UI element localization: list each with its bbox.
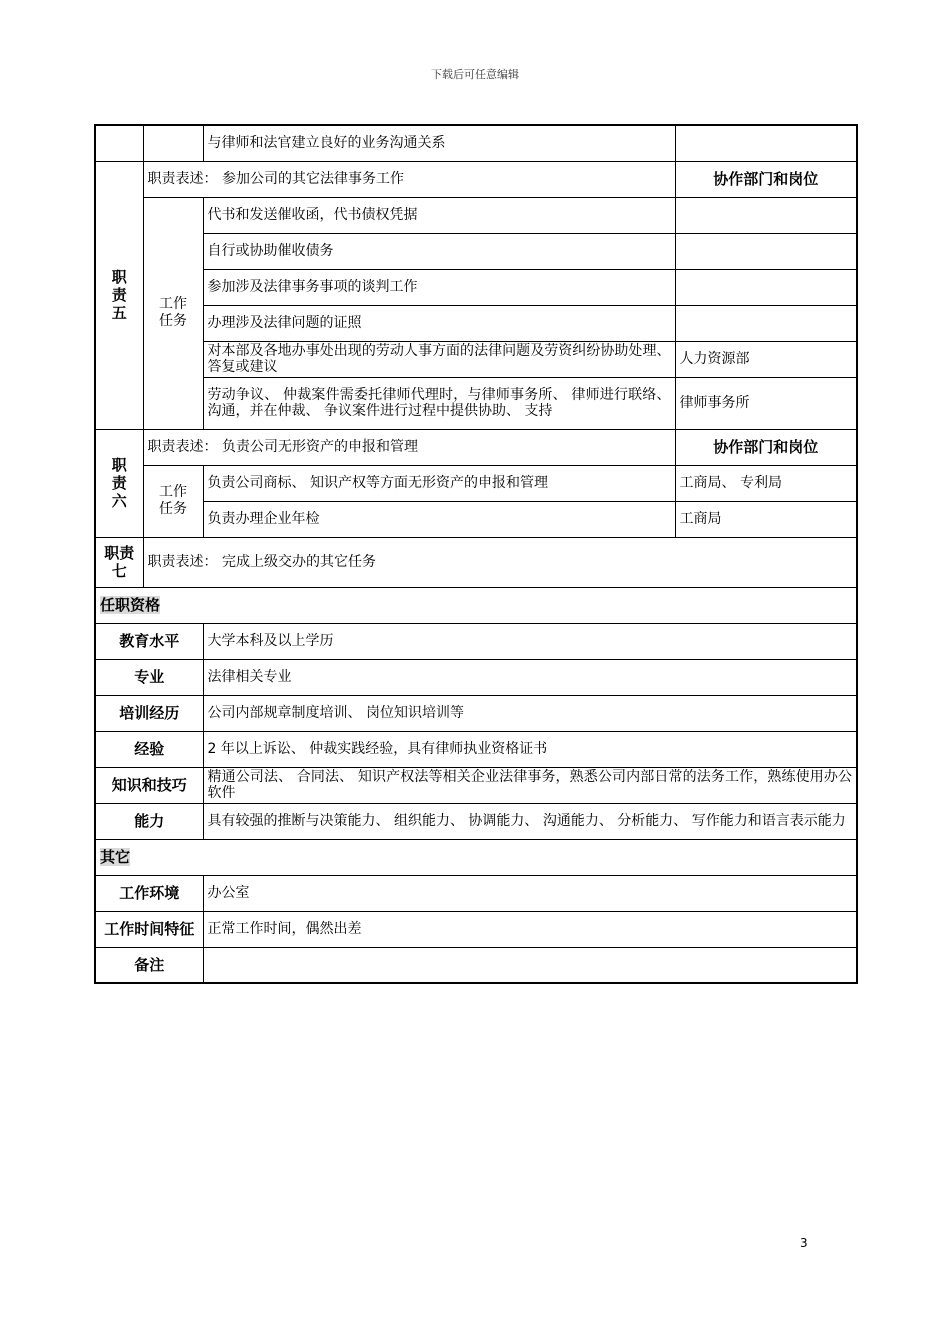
collab-dept: [675, 125, 857, 161]
table-row: [95, 269, 857, 305]
task-text: 代书和发送催收函，代书债权凭据: [203, 197, 675, 233]
task-text: 参加涉及法律事务事项的谈判工作: [203, 269, 675, 305]
qual-value: 精通公司法、 合同法、 知识产权法等相关企业法律事务，熟悉公司内部日常的法务工作，熟练使用办公软件: [203, 767, 857, 803]
page-header: 下载后可任意编辑: [431, 68, 519, 81]
table-row: [95, 623, 857, 659]
qualifications-title: 任职资格: [100, 596, 161, 614]
table-row: [95, 341, 857, 377]
qual-label: 教育水平: [95, 623, 203, 659]
duty7-statement: 职责表述： 完成上级交办的其它任务: [143, 537, 857, 587]
duty7-label: 职责 七: [95, 537, 143, 587]
collab-dept: 人力资源部: [675, 341, 857, 377]
qual-value: 2 年以上诉讼、 仲裁实践经验，具有律师执业资格证书: [203, 731, 857, 767]
task-text: 负责公司商标、 知识产权等方面无形资产的申报和管理: [203, 465, 675, 501]
table-row: [95, 911, 857, 947]
carryover-row: [95, 125, 857, 161]
qual-value: 法律相关专业: [203, 659, 857, 695]
table-row: [95, 377, 857, 429]
table-row: [95, 695, 857, 731]
table-row: [95, 233, 857, 269]
other-label: 工作时间特征: [95, 911, 203, 947]
job-description-table: [94, 124, 858, 984]
qual-label: 专业: [95, 659, 203, 695]
task-text: 对本部及各地办事处出现的劳动人事方面的法律问题及劳资纠纷协助处理、 答复或建议: [203, 341, 675, 377]
qual-label: 经验: [95, 731, 203, 767]
qual-value: 具有较强的推断与决策能力、 组织能力、 协调能力、 沟通能力、 分析能力、 写作能力和语言表示能力: [203, 803, 857, 839]
qual-value: 公司内部规章制度培训、 岗位知识培训等: [203, 695, 857, 731]
table-row: [95, 947, 857, 983]
collab-dept: [675, 305, 857, 341]
collab-dept: [675, 269, 857, 305]
collab-dept: 工商局、 专利局: [675, 465, 857, 501]
qualifications-section-row: [95, 587, 857, 623]
other-section-row: [95, 839, 857, 875]
other-title: 其它: [100, 848, 131, 866]
task-text: 负责办理企业年检: [203, 501, 675, 537]
qual-label: 知识和技巧: [95, 767, 203, 803]
other-label: 工作环境: [95, 875, 203, 911]
collab-dept: [675, 197, 857, 233]
task-text: 自行或协助催收债务: [203, 233, 675, 269]
task-text: 与律师和法官建立良好的业务沟通关系: [203, 125, 675, 161]
duty5-statement-row: [95, 161, 857, 197]
duty5-label: 职 责 五: [95, 161, 143, 429]
duty5-task-label: 工作 任务: [143, 197, 203, 429]
other-value: [203, 947, 857, 983]
duty6-label: 职 责 六: [95, 429, 143, 537]
qual-label: 培训经历: [95, 695, 203, 731]
collab-dept: 律师事务所: [675, 377, 857, 429]
duty6-collab-header: 协作部门和岗位: [675, 429, 857, 465]
duty7-row: [95, 537, 857, 587]
duty6-task-label: 工作 任务: [143, 465, 203, 537]
collab-dept: 工商局: [675, 501, 857, 537]
duty5-collab-header: 协作部门和岗位: [675, 161, 857, 197]
table-row: [95, 731, 857, 767]
table-row: [95, 767, 857, 803]
qual-label: 能力: [95, 803, 203, 839]
duty6-statement-row: [95, 429, 857, 465]
table-row: [95, 501, 857, 537]
table-row: [95, 659, 857, 695]
collab-dept: [675, 233, 857, 269]
table-row: [95, 197, 857, 233]
table-row: [95, 803, 857, 839]
duty6-statement: 职责表述： 负责公司无形资产的申报和管理: [143, 429, 675, 465]
table-row: [95, 305, 857, 341]
other-label: 备注: [95, 947, 203, 983]
task-text: 办理涉及法律问题的证照: [203, 305, 675, 341]
table-row: [95, 875, 857, 911]
other-value: 正常工作时间，偶然出差: [203, 911, 857, 947]
other-value: 办公室: [203, 875, 857, 911]
page-number: 3: [800, 1236, 808, 1250]
task-text: 劳动争议、 仲裁案件需委托律师代理时，与律师事务所、 律师进行联络、 沟通，并在仲裁、 争议案件进行过程中提供协助、 支持: [203, 377, 675, 429]
table-row: [95, 465, 857, 501]
qual-value: 大学本科及以上学历: [203, 623, 857, 659]
duty5-statement: 职责表述： 参加公司的其它法律事务工作: [143, 161, 675, 197]
